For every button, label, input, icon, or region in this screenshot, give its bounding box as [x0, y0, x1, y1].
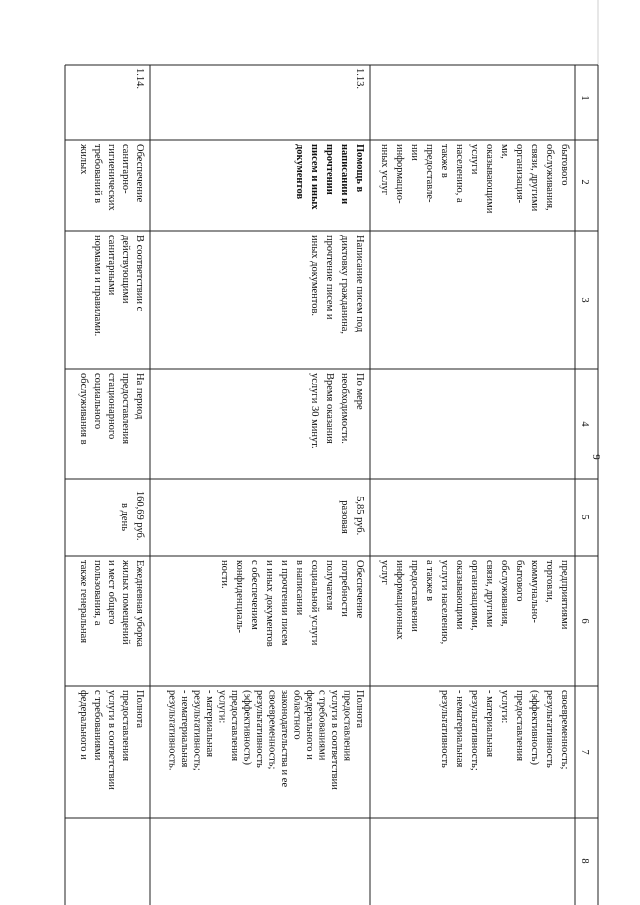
- row-1-13-terms: По мере необходимости. Время оказания услуги 30 минут.: [309, 373, 365, 449]
- row-1-13-number: 1.13.: [354, 68, 365, 89]
- row-1-13-title: Помощь в написании и прочтении писем и иных документов: [294, 144, 365, 210]
- col-header-3: 3: [579, 297, 590, 303]
- continuation-col2: бытового обслуживания, связи, другими организация- ми, оказывающими услуги населению, а также в предоставле- нии информацио- нных услуг: [379, 144, 570, 214]
- col-header-1: 1: [579, 95, 590, 101]
- row-1-14-quality: Полнота предоставления услуги в соответствии с требованиями федерального и: [78, 690, 145, 790]
- page-number: 9: [590, 454, 602, 460]
- row-1-14-description: В соответствии с действующими санитарными нормами и правилами.: [92, 235, 145, 337]
- col-header-6: 6: [579, 618, 590, 624]
- continuation-col6: предприятиями торговли, коммунально- бытового обслуживания, связи, другими организациями, оказывающими услуги населению, а также в предоставлении информационных услуг: [379, 560, 570, 645]
- row-1-14-result: Ежедневная уборка жилых помещений и мест общего пользования, а также генеральная: [78, 560, 145, 647]
- col-header-4: 4: [579, 421, 590, 427]
- col-header-8: 8: [579, 858, 590, 864]
- row-1-13-quality: Полнота предоставления услуги в соответствии с требованиями федерального и областного законодательства и ее своевременность; результативность (эффективность) предоставления услуги: - материальная результативность; - нематериальная результативность.: [166, 690, 365, 790]
- col-header-5: 5: [579, 514, 590, 520]
- row-1-14-price: 160,69 руб. в день: [119, 490, 145, 541]
- row-1-14-title: Обеспечение санитарно- гигиенических требований в жилых: [78, 144, 145, 211]
- row-1-13-price: 5,85 руб. разовая: [339, 496, 365, 536]
- row-1-14-terms: На период предоставления стационарного социального обслуживания в: [78, 373, 145, 445]
- col-header-7: 7: [579, 749, 590, 755]
- col-header-2: 2: [579, 179, 590, 185]
- row-1-13-description: Написание писем под диктовку гражданина, прочтение писем и иных документов.: [309, 235, 365, 335]
- continuation-col7: своевременность; результативность (эффективность) предоставления услуги: - материальная результативность; - нематериальная результативность: [439, 690, 570, 771]
- row-1-14-number: 1.14.: [134, 68, 145, 89]
- row-1-13-result: Обеспечение потребности получателя социальной услуги в написании и прочтении писем и иных документов с обеспечением конфиденциаль- ности.: [219, 560, 365, 647]
